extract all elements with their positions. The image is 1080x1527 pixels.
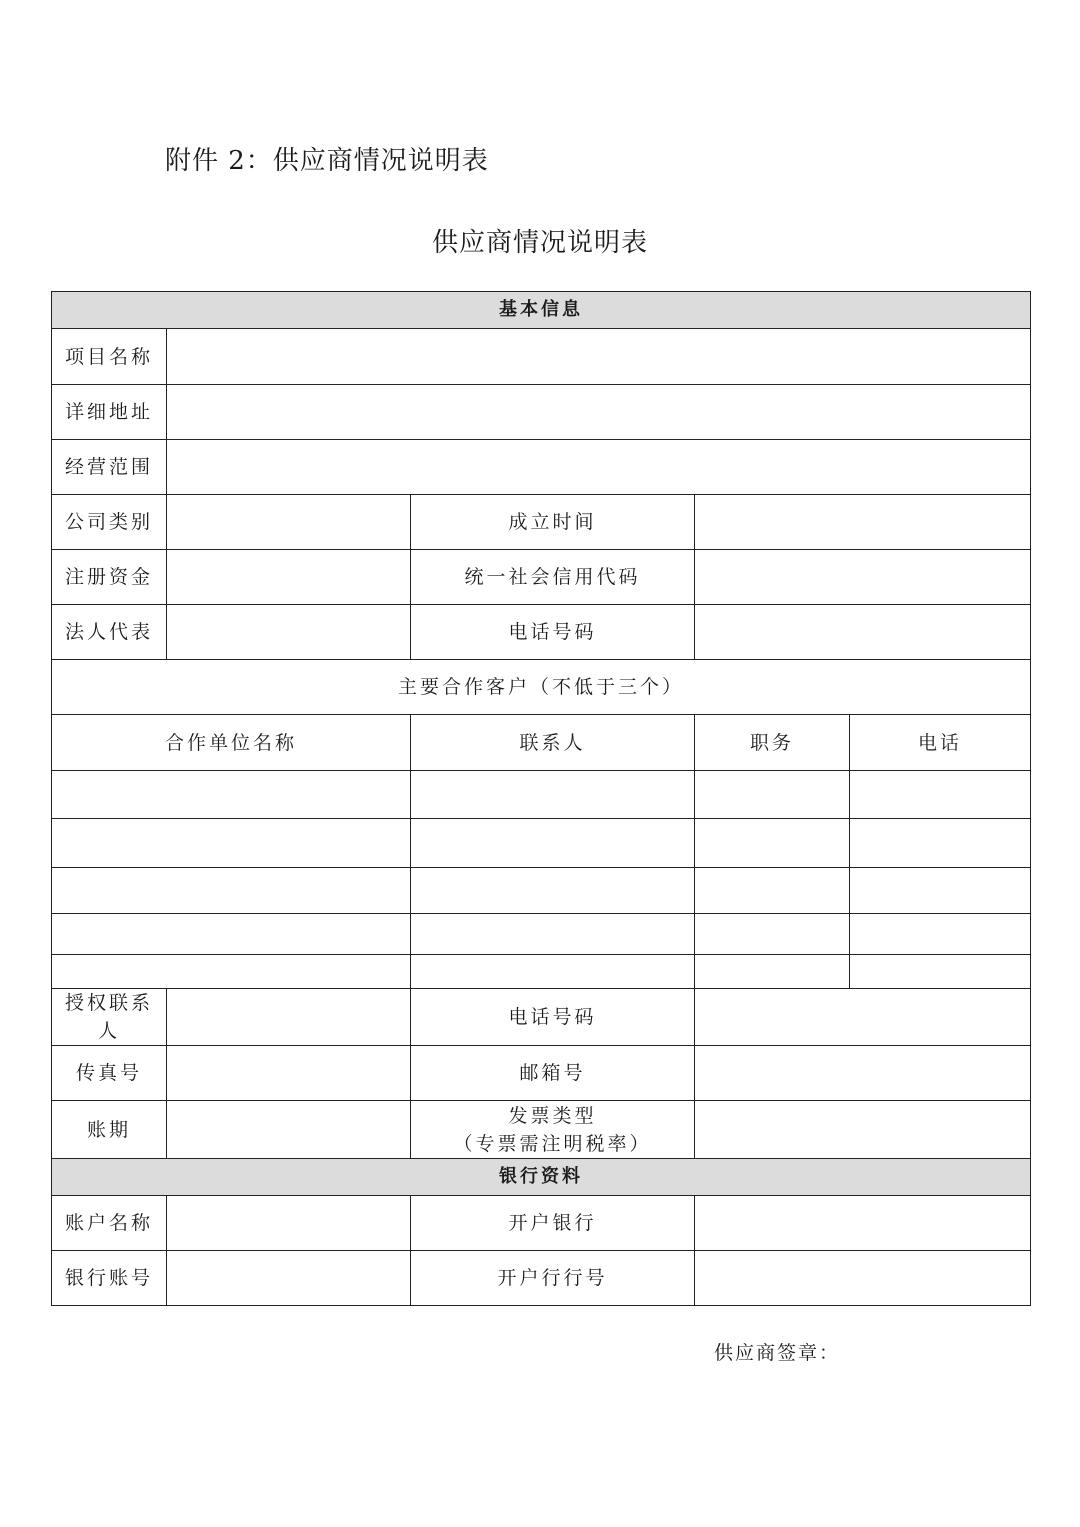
label-payment-terms: 账期 — [52, 1101, 167, 1159]
label-email: 邮箱号 — [411, 1046, 695, 1101]
client-row — [52, 955, 1031, 989]
section-main-clients — [52, 660, 1031, 715]
label-business-scope: 经营范围 — [52, 440, 167, 495]
label-phone-2: 电话号码 — [411, 989, 695, 1046]
client-position-cell[interactable] — [695, 771, 850, 819]
label-established: 成立时间 — [411, 495, 695, 550]
client-position-cell[interactable] — [695, 914, 850, 955]
row-account-no — [52, 1251, 1031, 1306]
label-company-type: 公司类别 — [52, 495, 167, 550]
label-phone: 电话号码 — [411, 605, 695, 660]
header-contact: 联系人 — [411, 715, 695, 771]
row-account-name — [52, 1196, 1031, 1251]
input-fax[interactable] — [167, 1046, 411, 1101]
label-project-name: 项目名称 — [52, 329, 167, 385]
row-business-scope — [52, 440, 1031, 495]
client-phone-cell[interactable] — [850, 868, 1031, 914]
label-credit-code: 统一社会信用代码 — [411, 550, 695, 605]
input-company-type[interactable] — [167, 495, 411, 550]
client-phone-cell[interactable] — [850, 771, 1031, 819]
input-account-no[interactable] — [167, 1251, 411, 1306]
row-fax — [52, 1046, 1031, 1101]
header-position: 职务 — [695, 715, 850, 771]
attachment-heading: 附件 2：供应商情况说明表 — [165, 146, 489, 176]
document-title: 供应商情况说明表 — [431, 228, 648, 258]
label-account-name: 账户名称 — [52, 1196, 167, 1251]
client-row — [52, 771, 1031, 819]
label-invoice-type — [411, 1101, 695, 1159]
row-payment-terms — [52, 1101, 1031, 1159]
input-project-name[interactable] — [167, 329, 1031, 385]
section-basic-info — [52, 292, 1031, 329]
client-contact-cell[interactable] — [411, 771, 695, 819]
row-registered-capital — [52, 550, 1031, 605]
client-row — [52, 914, 1031, 955]
input-legal-rep[interactable] — [167, 605, 411, 660]
client-name-cell[interactable] — [52, 914, 411, 955]
row-legal-rep — [52, 605, 1031, 660]
section-title-main-clients: 主要合作客户（不低于三个） — [52, 660, 1031, 715]
input-business-scope[interactable] — [167, 440, 1031, 495]
row-authorized-contact — [52, 989, 1031, 1046]
input-registered-capital[interactable] — [167, 550, 411, 605]
client-phone-cell[interactable] — [850, 955, 1031, 989]
client-name-cell[interactable] — [52, 771, 411, 819]
input-email[interactable] — [695, 1046, 1031, 1101]
input-credit-code[interactable] — [695, 550, 1031, 605]
input-established[interactable] — [695, 495, 1031, 550]
label-authorized-contact — [52, 989, 167, 1046]
label-legal-rep: 法人代表 — [52, 605, 167, 660]
client-position-cell[interactable] — [695, 868, 850, 914]
label-authorized-contact-line2: 人 — [97, 1020, 120, 1042]
header-client-phone: 电话 — [850, 715, 1031, 771]
label-authorized-contact-line1: 授权联系 — [64, 992, 153, 1014]
label-bank-code: 开户行行号 — [411, 1251, 695, 1306]
label-invoice-type-line1: 发票类型 — [508, 1104, 597, 1127]
supplier-signature-label: 供应商签章： — [714, 1342, 841, 1364]
client-name-cell[interactable] — [52, 955, 411, 989]
row-company-type — [52, 495, 1031, 550]
client-row — [52, 819, 1031, 868]
input-invoice-type[interactable] — [695, 1101, 1031, 1159]
client-name-cell[interactable] — [52, 819, 411, 868]
client-phone-cell[interactable] — [850, 914, 1031, 955]
label-bank: 开户银行 — [411, 1196, 695, 1251]
client-row — [52, 868, 1031, 914]
label-account-no: 银行账号 — [52, 1251, 167, 1306]
label-registered-capital: 注册资金 — [52, 550, 167, 605]
client-contact-cell[interactable] — [411, 819, 695, 868]
section-title-basic-info: 基本信息 — [52, 292, 1031, 329]
supplier-form-table — [51, 291, 1031, 1306]
header-client-name: 合作单位名称 — [52, 715, 411, 771]
client-position-cell[interactable] — [695, 819, 850, 868]
input-account-name[interactable] — [167, 1196, 411, 1251]
input-payment-terms[interactable] — [167, 1101, 411, 1159]
client-contact-cell[interactable] — [411, 914, 695, 955]
label-address: 详细地址 — [52, 385, 167, 440]
section-title-bank-info: 银行资料 — [52, 1159, 1031, 1196]
input-phone-2[interactable] — [695, 989, 1031, 1046]
client-table-header — [52, 715, 1031, 771]
input-authorized-contact[interactable] — [167, 989, 411, 1046]
client-phone-cell[interactable] — [850, 819, 1031, 868]
client-contact-cell[interactable] — [411, 868, 695, 914]
input-bank[interactable] — [695, 1196, 1031, 1251]
client-position-cell[interactable] — [695, 955, 850, 989]
section-bank-info — [52, 1159, 1031, 1196]
input-phone[interactable] — [695, 605, 1031, 660]
client-name-cell[interactable] — [52, 868, 411, 914]
input-address[interactable] — [167, 385, 1031, 440]
label-invoice-type-line2: （专票需注明税率） — [453, 1132, 652, 1155]
row-address — [52, 385, 1031, 440]
client-contact-cell[interactable] — [411, 955, 695, 989]
row-project-name — [52, 329, 1031, 385]
label-fax: 传真号 — [52, 1046, 167, 1101]
input-bank-code[interactable] — [695, 1251, 1031, 1306]
